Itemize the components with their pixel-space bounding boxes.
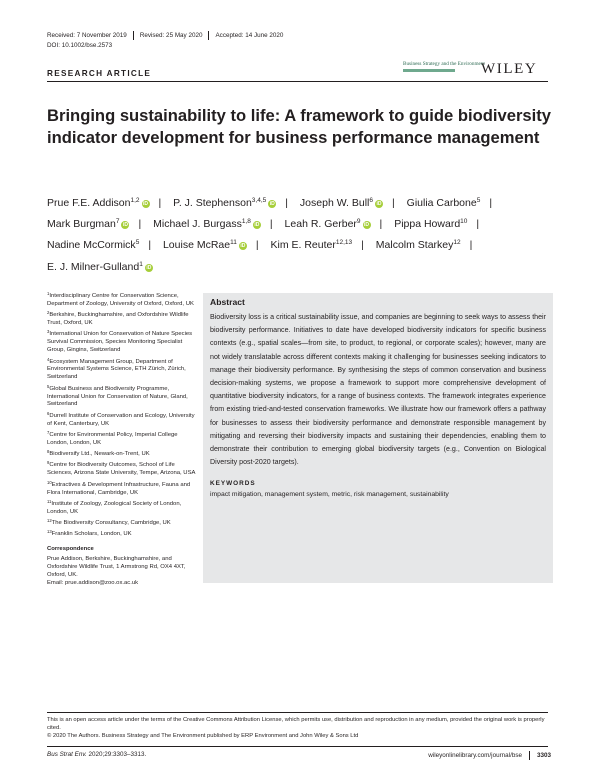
- author-name-text: Kim E. Reuter: [270, 239, 336, 252]
- affiliation-item: [47, 451, 197, 459]
- affiliation-item: [47, 410, 197, 429]
- author-name-text: Michael J. Burgass: [153, 218, 242, 231]
- license-notice: [47, 716, 552, 740]
- affiliation-text: Extractives & Development Infrastructure, Fauna and Flora International, Cambridge, UK: [47, 481, 191, 496]
- affiliation-number: 11: [47, 498, 52, 504]
- affiliation-number: 10: [47, 479, 52, 485]
- author-separator: |: [255, 239, 259, 252]
- received-date: Received: 7 November 2019: [47, 32, 127, 39]
- author-separator: |: [158, 197, 162, 209]
- author-affiliation-number: 5: [476, 197, 481, 204]
- article-title: Bringing sustainability to life: A framework to guide biodiversity indicator development for business performance management: [47, 106, 552, 147]
- affiliation-item: [47, 429, 197, 448]
- affiliation-number: 4: [47, 356, 50, 362]
- author-separator: |: [285, 197, 288, 209]
- abstract-text: Biodiversity loss is a critical sustainability issue, and companies are beginning to seek ways to assess their biodiversity performance. Initiatives to date have developed biodiversity indicators for specific business contexts (e.g., spatial scales—from site, to product, to regional, or corporate scales); however, many are not widely translatable across different contexts making it challenging for businesses seeking indicators to manage their biodiversity performance. By synthesising the steps of common conservation and business decision-making systems, we propose a framework to support more comprehensive development of quantitative biodiversity indicators, for a range of business contexts. The framework integrates experience from existing tried-and-tested conservation frameworks. We illustrate how our framework offers a pathway for businesses to assess their biodiversity performance and demonstrate responsible management by mitigating and reversing their biodiversity impacts and sustaining their dependencies, enabling them to demonstrate their contribution to emerging global biodiversity targets (e.g., Convention on Biological Diversity post-2020 targets).: [210, 313, 546, 467]
- author-name-text: Pippa Howard: [394, 218, 461, 231]
- keywords-heading: KEYWORDS: [210, 480, 256, 488]
- author-name-text: Malcolm Starkey: [375, 239, 454, 252]
- bottom-divider: [47, 746, 548, 747]
- affiliation-item: [47, 462, 197, 478]
- author-affiliation-number: 1: [139, 260, 143, 268]
- author-name-text: Louise McRae: [162, 239, 231, 252]
- author-name[interactable]: [285, 218, 371, 230]
- author-list: [47, 193, 552, 278]
- affiliation-text: Biodiversify Ltd., Newark-on-Trent, UK: [49, 451, 150, 458]
- journal-logo-bar: [403, 69, 455, 72]
- author-separator: |: [379, 218, 383, 231]
- orcid-icon[interactable]: iD: [240, 243, 246, 250]
- author-name[interactable]: [300, 197, 383, 209]
- abstract-box: [203, 293, 553, 583]
- correspondence-address: Prue Addison, Berkshire, Buckinghamshire, and Oxfordshire Wildlife Trust, 1 Armstrong Rd, OX4 4XT, Oxford, UK.: [47, 556, 186, 578]
- author-name-text: Leah R. Gerber: [284, 218, 357, 231]
- author-separator: |: [361, 239, 364, 252]
- affiliation-text: Franklin Scholars, London, UK: [51, 531, 132, 538]
- correspondence-heading: Correspondence: [47, 546, 94, 553]
- affiliation-text: Institute of Zoology, Zoological Society of London, London, UK: [47, 500, 182, 515]
- author-separator: |: [476, 218, 480, 231]
- affiliation-number: 13: [47, 529, 52, 535]
- header-divider: [47, 81, 548, 82]
- affiliation-text: International Union for Conservation of Nature Species Survival Commission, Species Monitoring Specialist Group, Gingins, Switzerland: [47, 331, 193, 354]
- journal-citation: [47, 751, 146, 758]
- author-name[interactable]: [47, 197, 150, 209]
- affiliations: [47, 293, 197, 588]
- author-name[interactable]: [47, 261, 153, 273]
- footer-sep: [529, 751, 530, 760]
- orcid-icon[interactable]: iD: [269, 201, 275, 207]
- journal-logo: [403, 61, 485, 78]
- author-affiliation-number: 7: [115, 218, 120, 226]
- author-name-text: Prue F.E. Addison: [47, 197, 131, 209]
- affiliation-number: 5: [47, 383, 50, 389]
- author-name-text: Mark Burgman: [47, 218, 116, 231]
- affiliation-item: [47, 479, 197, 498]
- affiliation-item: [47, 498, 197, 517]
- author-separator: |: [138, 218, 142, 231]
- abstract-heading: Abstract: [210, 297, 245, 307]
- author-name[interactable]: [407, 197, 481, 209]
- orcid-icon[interactable]: iD: [143, 201, 149, 207]
- author-name[interactable]: [163, 239, 247, 251]
- author-affiliation-number: 3,4,5: [251, 197, 267, 204]
- affiliation-number: 7: [47, 429, 50, 435]
- author-name[interactable]: [376, 239, 461, 251]
- correspondence-email[interactable]: Email: prue.addison@zoo.ox.ac.uk: [47, 579, 139, 586]
- author-separator: |: [392, 197, 395, 209]
- citation-volume: 2020;29:3303–3313.: [88, 751, 147, 758]
- footer-divider: [47, 712, 548, 713]
- affiliation-number: 12: [47, 518, 52, 524]
- revised-date: Revised: 25 May 2020: [139, 32, 203, 39]
- article-type-label: RESEARCH ARTICLE: [47, 69, 152, 78]
- affiliation-number: 8: [47, 449, 50, 455]
- date-divider: [133, 31, 134, 40]
- author-name[interactable]: [153, 218, 261, 230]
- accepted-date: Accepted: 14 June 2020: [215, 32, 284, 39]
- affiliation-text: Centre for Environmental Policy, Imperial College London, London, UK: [47, 431, 178, 446]
- author-affiliation-number: 11: [230, 239, 237, 247]
- author-name[interactable]: [394, 218, 467, 230]
- affiliation-item: [47, 531, 197, 539]
- journal-footer: [428, 751, 551, 760]
- affiliation-text: Global Business and Biodiversity Programme, International Union for Conservation of Nature, Gland, Switzerland: [47, 385, 188, 408]
- author-name[interactable]: [47, 218, 129, 230]
- journal-logo-text: Business Strategy and the Environment: [403, 61, 485, 67]
- author-name[interactable]: [173, 197, 276, 209]
- affiliation-item: [47, 331, 197, 355]
- affiliation-item: [47, 520, 197, 528]
- affiliation-number: 3: [47, 329, 50, 335]
- author-name-text: Joseph W. Bull: [299, 197, 370, 209]
- journal-url[interactable]: wileyonlinelibrary.com/journal/bse: [428, 752, 522, 759]
- copyright-text: © 2020 The Authors. Business Strategy and The Environment published by ERP Environment and John Wiley & Sons Ltd: [47, 733, 359, 739]
- keywords: impact mitigation, management system, metric, risk management, sustainability: [210, 491, 449, 499]
- affiliation-text: Centre for Biodiversity Outcomes, School of Life Sciences, Arizona State University, Tempe, Arizona, USA: [47, 462, 196, 477]
- author-name-text: P. J. Stephenson: [173, 197, 252, 209]
- publisher-logo: WILEY: [481, 61, 538, 77]
- affiliation-item: [47, 312, 197, 328]
- affiliation-number: 1: [47, 291, 50, 296]
- author-separator: |: [489, 197, 493, 209]
- affiliation-text: Berkshire, Buckinghamshire, and Oxfordshire Wildlife Trust, Oxford, UK: [47, 312, 189, 327]
- affiliation-number: 9: [47, 460, 50, 466]
- affiliation-item: [47, 293, 197, 309]
- author-affiliation-number: 9: [356, 218, 361, 226]
- doi[interactable]: DOI: 10.1002/bse.2573: [47, 42, 113, 49]
- affiliation-text: The Biodiversity Consultancy, Cambridge, UK: [51, 520, 171, 527]
- article-dates: [47, 31, 283, 40]
- orcid-icon[interactable]: iD: [364, 222, 370, 229]
- author-affiliation-number: 6: [369, 197, 373, 204]
- affiliation-number: 6: [47, 410, 50, 416]
- author-separator: |: [269, 218, 273, 231]
- affiliation-text: Interdisciplinary Centre for Conservation Science, Department of Zoology, University of Oxford, Oxford, UK: [47, 293, 194, 307]
- journal-abbrev: Bus Strat Env.: [47, 751, 87, 758]
- author-affiliation-number: 12,13: [335, 239, 353, 247]
- affiliation-text: Durrell Institute of Conservation and Ecology, University of Kent, Canterbury, UK: [47, 412, 195, 427]
- author-separator: |: [148, 239, 152, 252]
- author-affiliation-number: 1,8: [241, 218, 251, 226]
- orcid-icon[interactable]: iD: [254, 222, 260, 229]
- orcid-icon[interactable]: iD: [146, 264, 152, 271]
- orcid-icon[interactable]: iD: [122, 222, 128, 229]
- author-affiliation-number: 10: [460, 218, 468, 226]
- author-affiliation-number: 12: [453, 239, 461, 247]
- affiliation-item: [47, 383, 197, 410]
- affiliation-item: [47, 356, 197, 383]
- date-divider: [208, 31, 209, 40]
- author-separator: |: [469, 239, 473, 252]
- orcid-icon[interactable]: iD: [376, 201, 382, 207]
- author-affiliation-number: 5: [135, 239, 140, 247]
- affiliation-number: 2: [47, 310, 50, 316]
- license-text: This is an open access article under the terms of the Creative Commons Attribution License, which permits use, distribution and reproduction in any medium, provided the original work is properly cited.: [47, 717, 545, 731]
- page-number: 3303: [536, 752, 551, 759]
- author-affiliation-number: 1,2: [130, 197, 140, 204]
- author-name-text: E. J. Milner-Gulland: [47, 260, 140, 273]
- author-name-text: Giulia Carbone: [406, 197, 477, 209]
- author-name[interactable]: [47, 239, 139, 251]
- author-name[interactable]: [271, 239, 353, 251]
- author-name-text: Nadine McCormick: [47, 239, 136, 252]
- affiliation-text: Ecosystem Management Group, Department of Environmental Systems Science, ETH Zürich, Zürich, Switzerland: [47, 358, 186, 381]
